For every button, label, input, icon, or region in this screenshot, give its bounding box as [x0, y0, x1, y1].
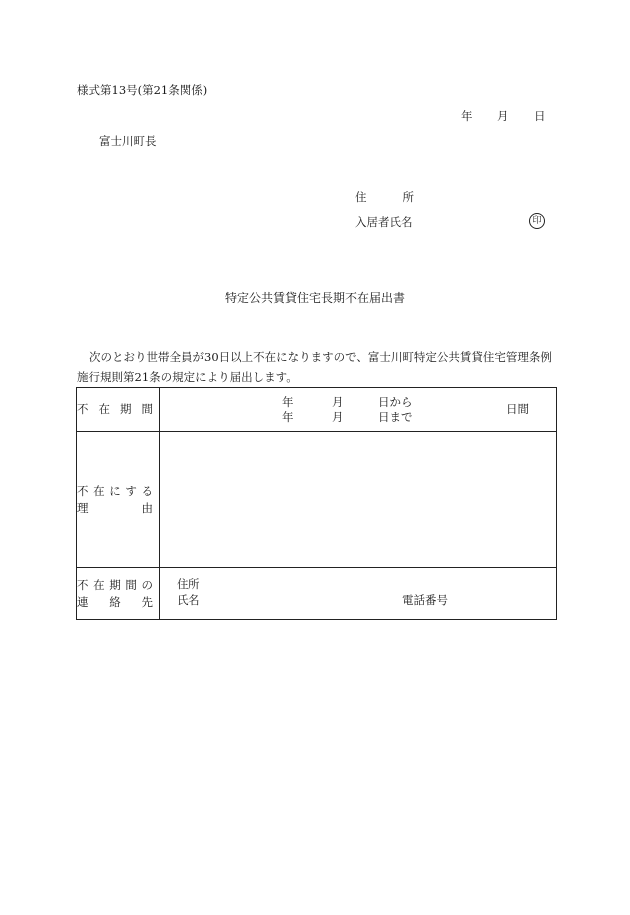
absence-form-table: [76, 387, 557, 620]
label-char: 不: [77, 483, 89, 498]
date-year-label: 年: [461, 109, 473, 123]
addressee: 富士川町長: [99, 134, 157, 148]
label-char: 先: [141, 594, 153, 609]
document-title: 特定公共賃貸住宅長期不在届出書: [224, 291, 405, 305]
label-char: 間: [141, 402, 153, 416]
tenant-name-label: 入居者氏名: [355, 215, 413, 229]
label-char: 期: [120, 402, 132, 416]
label-char: 在: [93, 577, 105, 592]
label-char: す: [125, 483, 137, 498]
applicant-address-label: [355, 192, 416, 204]
from-month-label: 月: [332, 395, 344, 409]
absence-period-label: [77, 388, 160, 432]
contact-row: [77, 568, 557, 620]
date-day-label: 日: [534, 109, 546, 123]
label-char: 理: [77, 500, 89, 515]
date-month-label: 月: [497, 109, 509, 123]
absence-reason-label: [77, 432, 160, 568]
form-number: 様式第13号(第21条関係): [77, 83, 208, 97]
to-year-label: 年: [282, 410, 294, 424]
label-char: 連: [77, 594, 89, 609]
absence-reason-field[interactable]: [160, 432, 557, 568]
label-char: 不: [77, 402, 89, 416]
label-char: 期: [109, 577, 121, 592]
from-day-label: 日から: [378, 395, 413, 409]
contact-name-label: [177, 593, 200, 607]
body-sentence: 次のとおり世帯全員が30日以上不在になりますので、富士川町特定公共賃貸住宅管理条例施行規則第21条の規定により届出します。: [77, 350, 552, 384]
absence-period-row: [77, 388, 557, 432]
label-char: 在: [98, 402, 110, 416]
label-char: 在: [93, 483, 105, 498]
seal-mark: 印: [529, 213, 545, 229]
body-text: [77, 347, 557, 387]
label-char: 絡: [109, 594, 121, 609]
label-char: の: [141, 577, 153, 592]
to-day-label: 日まで: [378, 410, 413, 424]
phone-number-label: 電話番号: [402, 593, 448, 607]
address-char: 所: [402, 190, 416, 204]
name-char: 氏: [177, 593, 189, 607]
label-char: る: [141, 483, 153, 498]
label-char: 間: [125, 577, 137, 592]
address-char: 所: [187, 577, 200, 591]
absence-reason-row: [77, 432, 557, 568]
absence-period-field[interactable]: [160, 388, 557, 432]
label-char: に: [109, 483, 121, 498]
contact-label: [77, 568, 160, 620]
name-char: 名: [187, 593, 200, 607]
label-char: 不: [77, 577, 89, 592]
from-year-label: 年: [282, 395, 294, 409]
to-month-label: 月: [332, 410, 344, 424]
contact-field[interactable]: [160, 568, 557, 620]
days-label: 日間: [506, 402, 529, 416]
contact-address-label: [177, 577, 200, 591]
address-char: 住: [355, 190, 369, 204]
address-char: 住: [177, 577, 189, 591]
label-char: 由: [141, 500, 153, 515]
